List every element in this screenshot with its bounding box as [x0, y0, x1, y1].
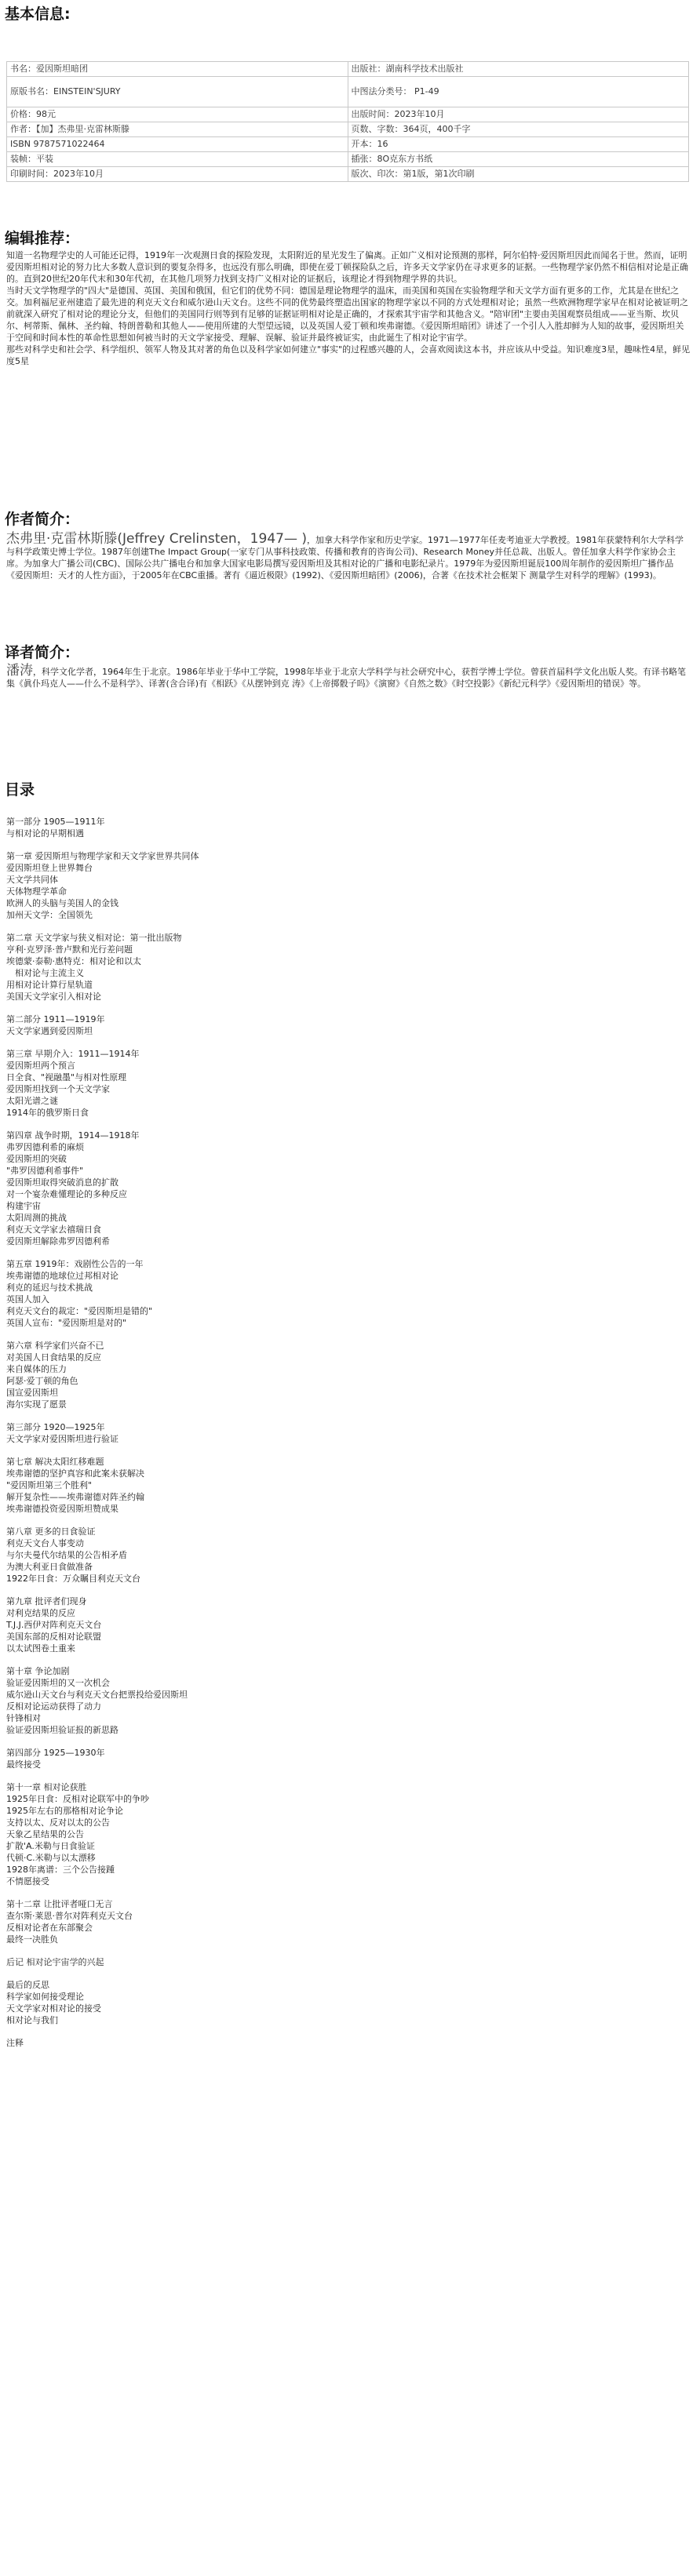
toc-spacer	[6, 1736, 691, 1747]
toc-heading-line: 第一部分 1905—1911年	[6, 817, 105, 827]
info-cell-right: 出版社：湖南科学技术出版社	[348, 62, 689, 77]
toc-entry: 用相对论计算行星轨道	[6, 980, 93, 990]
toc-heading-line: 第四章 战争时期，1914—1918年	[6, 1130, 140, 1141]
info-cell-left: 印刷时间：2023年10月	[7, 167, 348, 182]
recommend-paragraph: 那些对科学史和社会学、科学组织、领军人物及其对著的角色以及科学家如何建立"事实"的过程感兴趣的人，会喜欢阅读这本书，并应该从中受益。知识难度3星，趣味性4星，鲜见度5星	[6, 344, 691, 366]
info-row	[7, 152, 689, 167]
toc-entry: 1925年日食：反相对论联军中的争吵	[6, 1794, 149, 1804]
toc-heading-line: 注释	[6, 2038, 24, 2048]
toc-entry: 国宣爱因斯坦	[6, 1388, 58, 1398]
toc-spacer	[6, 921, 691, 932]
info-row	[7, 167, 689, 182]
info-cell-left: 书名：爱因斯坦暗团	[7, 62, 348, 77]
info-cell-left: 作者：【加】杰弗里·克雷林斯滕	[7, 122, 348, 137]
info-cell-right: 插张：8O克东方书纸	[348, 152, 689, 167]
info-cell-left: 原版书名：EINSTEIN'SJURY	[7, 77, 348, 107]
toc-entry: 爱因斯坦解除弗罗因德利希	[6, 1236, 110, 1246]
toc-heading-line: 第十二章 让批评者哑口无言	[6, 1899, 113, 1909]
toc-entry: 验证爱因斯坦的又一次机会	[6, 1678, 110, 1688]
toc-entry: 海尔实现了愿景	[6, 1399, 67, 1410]
toc-spacer	[6, 1945, 691, 1956]
toc-spacer	[6, 1515, 691, 1526]
toc-spacer	[6, 1247, 691, 1258]
editor-recommend-text	[6, 249, 691, 367]
toc-entry: 扩散'A.米勒与日食验证	[6, 1841, 95, 1851]
toc-spacer	[6, 1119, 691, 1130]
toc-entry: 以太试图卷土重来	[6, 1643, 75, 1654]
toc-entry: 亨利·克罗泽·普卢默和光行差问题	[6, 944, 133, 955]
translator-heading: 译者简介：	[5, 644, 80, 661]
author-name: 杰弗里·克雷林斯滕(Jeffrey Crelinsten，1947— )	[6, 531, 307, 547]
info-row	[7, 62, 689, 77]
toc-heading-line: 第三章 早期介入：1911—1914年	[6, 1049, 140, 1059]
info-cell-right: 页数、字数：364页，400千字	[348, 122, 689, 137]
toc-heading-line: 第十一章 相对论获胜	[6, 1782, 87, 1792]
toc-entry: "弗罗因德利希事件"	[6, 1166, 84, 1176]
translator-name: 潘涛	[6, 663, 33, 679]
info-cell-right: 版次、印次：第1版，第1次印刷	[348, 167, 689, 182]
toc-entry: 英国人宣布："爱因斯坦是对的"	[6, 1318, 127, 1328]
toc-entry: 美国东部的反相对论联盟	[6, 1632, 101, 1642]
info-cell-right: 中图法分类号： P1-49	[348, 77, 689, 107]
toc-entry: 欧洲人的头脑与美国人的金钱	[6, 898, 118, 908]
toc-entry: 1925年左右的那格相对论争论	[6, 1806, 123, 1816]
toc-entry: 利克天文台的裁定："爱因斯坦是错的"	[6, 1306, 153, 1316]
book-info-table	[6, 61, 689, 182]
toc-entry: 来自媒体的压力	[6, 1364, 67, 1374]
toc-spacer	[6, 839, 691, 850]
info-cell-right: 出版时间：2023年10月	[348, 107, 689, 122]
toc-entry: 解开复杂性——埃弗谢德对阵圣约翰	[6, 1492, 144, 1502]
toc-entry: 针锋相对	[6, 1713, 41, 1723]
toc-entry: 天文学家遇到爱因斯坦	[6, 1026, 93, 1036]
toc-entry: 对一个宴杂难懂理论的多种反应	[6, 1189, 127, 1199]
table-of-contents	[6, 816, 691, 2060]
info-cell-left: 价格：98元	[7, 107, 348, 122]
toc-entry: 英国人加入	[6, 1294, 49, 1304]
toc-entry: 弗罗因德利希的麻烦	[6, 1142, 84, 1152]
toc-spacer	[6, 1329, 691, 1340]
toc-spacer	[6, 1410, 691, 1421]
toc-entry: 阿瑟·爱丁顿的角色	[6, 1376, 78, 1386]
toc-entry: 太阳光谱之谜	[6, 1096, 58, 1106]
toc-entry: 天文学家对相对论的接受	[6, 2003, 101, 2014]
toc-entry: 科学家如何接受理论	[6, 1992, 84, 2002]
toc-entry: 1914年的俄罗斯日食	[6, 1108, 89, 1118]
toc-entry: 与相对论的早期相遇	[6, 828, 84, 839]
toc-entry: 天体物理学革命	[6, 886, 67, 897]
recommend-paragraph: 当时天文学物理学的"四大"是德国、英国、美国和俄国，但它们的优势不同：德国是理论物理学的温床，而美国和英国在实验物理学和天文学方面有更多的工作，尤其是在世纪之交。加利福尼亚州建造了最先进的利克天文台和威尔逊山天文台。这些不同的优势最终塑造出国家的物理学家以不同的方式处理相对论；虽然一些欧洲物理学家早在相对论被证明之前就深入研究了相对论的理论分支，但他们的美国同行则等到有足够的证据证明相对论是正确的，才探索其宇宙学和其他含义。"陪审团"主要由美国观察员组成——亚当斯、坎贝尔、柯蒂斯、佩林、圣约翰、特朗普勒和其他人——使用所建的大型望远镜，以及英国人爱丁顿和埃弗谢德。《爱因斯坦暗团》讲述了一个引人入胜却鲜为人知的故事，爱因斯坦关于空间和时间本性的革命性思想如何被当时的天文学家接受、理解、误解、验证并最终被证实，由此诞生了相对论宇宙学。	[6, 286, 688, 343]
toc-entry: 威尔逊山天文台与利克天文台把票投给爱因斯坦	[6, 1690, 188, 1700]
info-cell-left: 装帧：平装	[7, 152, 348, 167]
toc-entry: 反相对论者在东部聚会	[6, 1923, 93, 1933]
toc-entry: 与尔夫曼代尔结果的公告相矛盾	[6, 1550, 127, 1560]
toc-entry: 天象乙星结果的公告	[6, 1829, 84, 1839]
toc-entry: 构建宇宙	[6, 1201, 41, 1211]
toc-entry: 爱因斯坦两个预言	[6, 1061, 75, 1071]
toc-entry: 日全食、"视融墨"与相对性原理	[6, 1072, 127, 1082]
toc-heading-line: 第十章 争论加剧	[6, 1666, 70, 1676]
toc-heading: 目录	[5, 781, 35, 799]
translator-bio: ，科学文化学者，1964年生于北京。1986年毕业于华中工学院，1998年毕业于北京大学科学与社会研究中心，获哲学博士学位。曾获首届科学文化出版人奖。有译书略笔集《眞仆玛克人——什么不是科学》、译著(含合译)有《相跃》《从摆钟到克 涛》《上帝掷骰子吗》《演窗》《自然之数》《时空投影》《新纪元科学》《爱因斯坦的错误》等。	[6, 667, 686, 689]
toc-entry: 埃弗谢德的坚护真容和此案未获解决	[6, 1468, 144, 1479]
toc-spacer	[6, 1445, 691, 1456]
toc-heading-line: 第二章 天文学家与狭义相对论：第一批出版物	[6, 933, 182, 943]
toc-heading-line: 第三部分 1920—1925年	[6, 1422, 105, 1432]
toc-entry: 为澳大利亚日食做准备	[6, 1562, 93, 1572]
toc-entry: 对美国人日食结果的反应	[6, 1352, 101, 1363]
toc-entry: 最终一决胜负	[6, 1934, 58, 1945]
author-intro	[6, 533, 691, 581]
toc-entry: T.J.J.西伊对阵利克天文台	[6, 1620, 102, 1630]
toc-spacer	[6, 2026, 691, 2037]
toc-entry: 1922年日食：万众瞩目利克天文台	[6, 1574, 140, 1584]
toc-spacer	[6, 1887, 691, 1898]
toc-entry: 1928年离谱：三个公告接踵	[6, 1865, 115, 1875]
toc-spacer	[6, 1037, 691, 1048]
toc-entry: 爱因斯坦的突破	[6, 1154, 67, 1164]
toc-spacer	[6, 2049, 691, 2060]
info-cell-left: ISBN 9787571022464	[7, 137, 348, 152]
info-row	[7, 137, 689, 152]
toc-entry: 埃弗谢德投资爱因斯坦赞成果	[6, 1504, 118, 1514]
toc-entry: 相对论与主流主义	[6, 968, 84, 978]
info-row	[7, 107, 689, 122]
toc-heading-line: 后记 相对论宇宙学的兴起	[6, 1957, 104, 1967]
toc-heading-line: 最后的反思	[6, 1980, 49, 1990]
basic-info-heading: 基本信息:	[5, 5, 71, 23]
toc-heading-line: 第六章 科学家们兴奋不已	[6, 1341, 104, 1351]
toc-entry: 对利克结果的反应	[6, 1608, 75, 1618]
toc-entry: 支持以太、反对以太的公告	[6, 1817, 110, 1828]
toc-heading-line: 第二部分 1911—1919年	[6, 1014, 105, 1024]
toc-entry: 代顿·C.米勒与以太漂移	[6, 1853, 96, 1863]
toc-heading-line: 第四部分 1925—1930年	[6, 1748, 105, 1758]
toc-entry: 加州天文学：全国领先	[6, 910, 93, 920]
toc-entry: 验证爱因斯坦验证报的新思路	[6, 1725, 118, 1735]
toc-heading-line: 第七章 解决太阳红移难题	[6, 1457, 104, 1467]
toc-entry: 爱因斯坦找到一个天文学家	[6, 1084, 110, 1094]
info-row	[7, 77, 689, 107]
toc-entry: 利克的延迟与技术挑战	[6, 1283, 93, 1293]
toc-entry: 埃德蒙·泰勒·惠特克：相对论和以太	[6, 956, 141, 966]
author-bio: ，加拿大科学作家和历史学家。1971—1977年任麦考迪亚大学教授。1981年获蒙特利尔大学科学与科学政策史博士学位。1987年创建The Impact Group(一家专门从事科技政策、传播和教育的咨询公司)、Research Money并任总裁、出版人。曾任加拿大科学作家协会主席。为加拿大广播公司(CBC)、国际公共广播电台和加拿大国家电影局撰写爱因斯坦及其相对论的广播和电影纪录片。1979年为爱因斯坦诞辰100周年制作的爱因斯坦广播作品《爱因斯坦：天才的人性方面》，于2005年在CBC重播。著有《逼近极限》(1992)、《爱因斯坦暗团》(2006)，合著《在技术社会框架下 测量学生对科学的理解》(1993)。	[6, 535, 684, 580]
toc-heading-line: 第九章 批评者们现身	[6, 1596, 87, 1606]
toc-heading-line: 第五章 1919年：戏剧性公告的一年	[6, 1259, 144, 1269]
info-cell-right: 开本：16	[348, 137, 689, 152]
toc-entry: "爱因斯坦第三个胜利"	[6, 1480, 93, 1490]
toc-entry: 利克天文台人事变动	[6, 1538, 84, 1548]
toc-spacer	[6, 1770, 691, 1781]
toc-entry: 相对论与我们	[6, 2015, 58, 2025]
toc-spacer	[6, 1585, 691, 1595]
toc-entry: 爱因斯坦取得突破消息的扩散	[6, 1177, 118, 1188]
toc-entry: 埃弗谢德的地球位过邦相对论	[6, 1271, 118, 1281]
toc-entry: 查尔斯·莱恩·普尔对阵利克天文台	[6, 1911, 133, 1921]
toc-entry: 不情愿接受	[6, 1876, 49, 1887]
toc-entry: 美国天文学家引入相对论	[6, 991, 101, 1002]
recommend-paragraph: 知道一名物理学史的人可能还记得，1919年一次观测日食的探险发现，太阳附近的星光发生了偏离。正如广义相对论预测的那样，阿尔伯特·爱因斯坦因此而闻名于世。然而，证明爱因斯坦相对论的努力比大多数人意识到的要复杂得多，也远没有那么明确，即使在爱丁顿探险队之后，许多天文学家仍在寻求更多的证据。一些物理学家仍然不相信相对论是正确的。直到20世纪20年代末和30年代初，在其他几项努力找到支持广义相对论的证据后，该理论才得到物理学界的共识。	[6, 250, 688, 284]
toc-spacer	[6, 1654, 691, 1665]
toc-entry: 爱因斯坦登上世界舞台	[6, 863, 93, 873]
translator-intro	[6, 665, 691, 689]
info-row	[7, 122, 689, 137]
toc-heading-line: 第一章 爱因斯坦与物理学家和天文学家世界共同体	[6, 851, 199, 861]
toc-spacer	[6, 1002, 691, 1013]
toc-entry: 天文学共同体	[6, 875, 58, 885]
toc-entry: 天文学家对爱因斯坦进行验证	[6, 1434, 118, 1444]
toc-entry: 利克天文学家去禧瑞日食	[6, 1224, 101, 1235]
toc-entry: 最终接受	[6, 1759, 41, 1770]
toc-entry: 反相对论运动获得了动力	[6, 1701, 101, 1712]
toc-spacer	[6, 1968, 691, 1979]
author-heading: 作者简介：	[5, 511, 80, 528]
toc-heading-line: 第八章 更多的日食验证	[6, 1526, 96, 1537]
editor-recommend-heading: 编辑推荐：	[5, 230, 80, 247]
toc-entry: 太阳周测的挑战	[6, 1213, 67, 1223]
